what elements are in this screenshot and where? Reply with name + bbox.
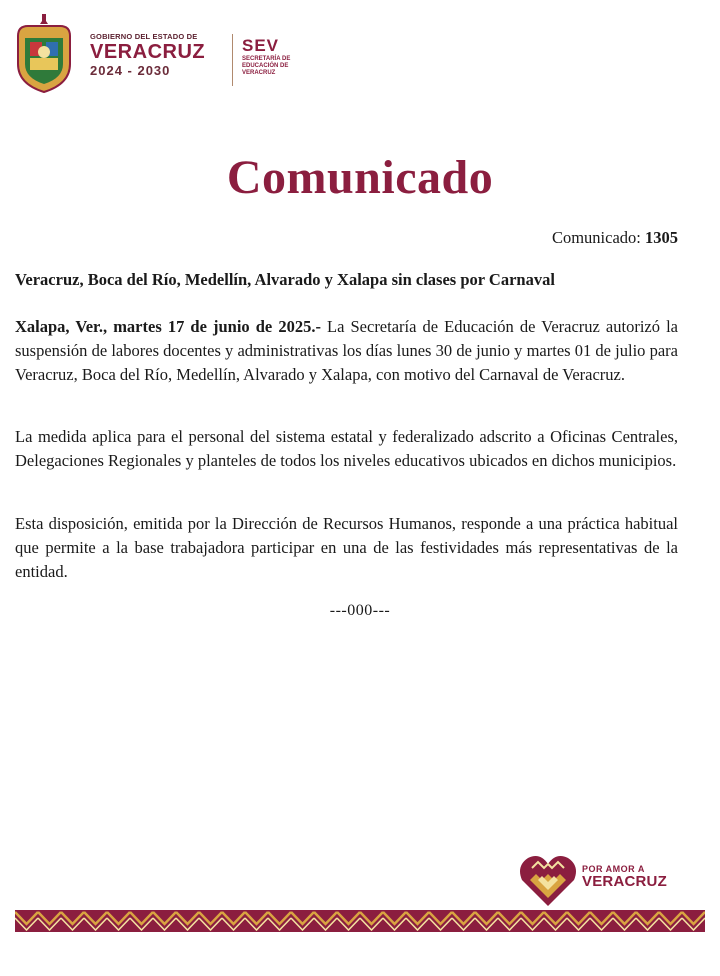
slogan-line-2: VERACRUZ — [582, 873, 667, 890]
state-seal-icon — [12, 14, 76, 94]
administration-period: 2024 - 2030 — [90, 63, 171, 78]
state-name: VERACRUZ — [90, 41, 206, 63]
header-divider — [232, 34, 233, 86]
por-amor-a-veracruz-logo — [518, 852, 678, 908]
communique-number — [552, 228, 678, 248]
document-title: Comunicado — [226, 151, 494, 204]
paragraph-1 — [15, 315, 678, 387]
paragraph-2: La medida aplica para el personal del sistema estatal y federalizado adscrito a Oficinas Centrales, Delegaciones Regionales y planteles de todos los niveles educativos ubicados en dichos municipios. — [15, 427, 678, 470]
decorative-border — [15, 910, 705, 932]
closing-mark: ---000--- — [329, 602, 391, 619]
sev-acronym: SEV — [242, 36, 280, 55]
dateline: Xalapa, Ver., martes 17 de junio de 2025.- — [15, 317, 321, 336]
paragraph-1-text: La Secretaría de Educación de Veracruz autorizó la suspensión de labores docentes y administrativas los días lunes 30 de junio y martes 01 de julio para Veracruz, Boca del Río, Medellín, Alvarado y Xalapa, con motivo del Carnaval de Veracruz. — [15, 317, 678, 384]
headline: Veracruz, Boca del Río, Medellín, Alvarado y Xalapa sin clases por Carnaval — [15, 270, 555, 289]
sev-full-name: SECRETARÍA DE EDUCACIÓN DE VERACRUZ — [242, 56, 291, 76]
slogan-line-1: POR AMOR A — [582, 864, 645, 874]
letterhead — [12, 12, 312, 96]
government-wordmark — [90, 32, 205, 78]
sev-wordmark — [242, 36, 312, 77]
slogan — [582, 864, 667, 890]
communique-number-label: Comunicado: — [551, 228, 641, 247]
paragraph-3: Esta disposición, emitida por la Dirección de Recursos Humanos, responde a una práctica habitual que permite a la base trabajadora participar en una de las festividades más representativas de la entidad. — [15, 514, 678, 581]
government-label: GOBIERNO DEL ESTADO DE — [90, 32, 198, 41]
heart-pattern-icon — [518, 852, 578, 908]
communique-number-value: 1305 — [645, 228, 678, 247]
